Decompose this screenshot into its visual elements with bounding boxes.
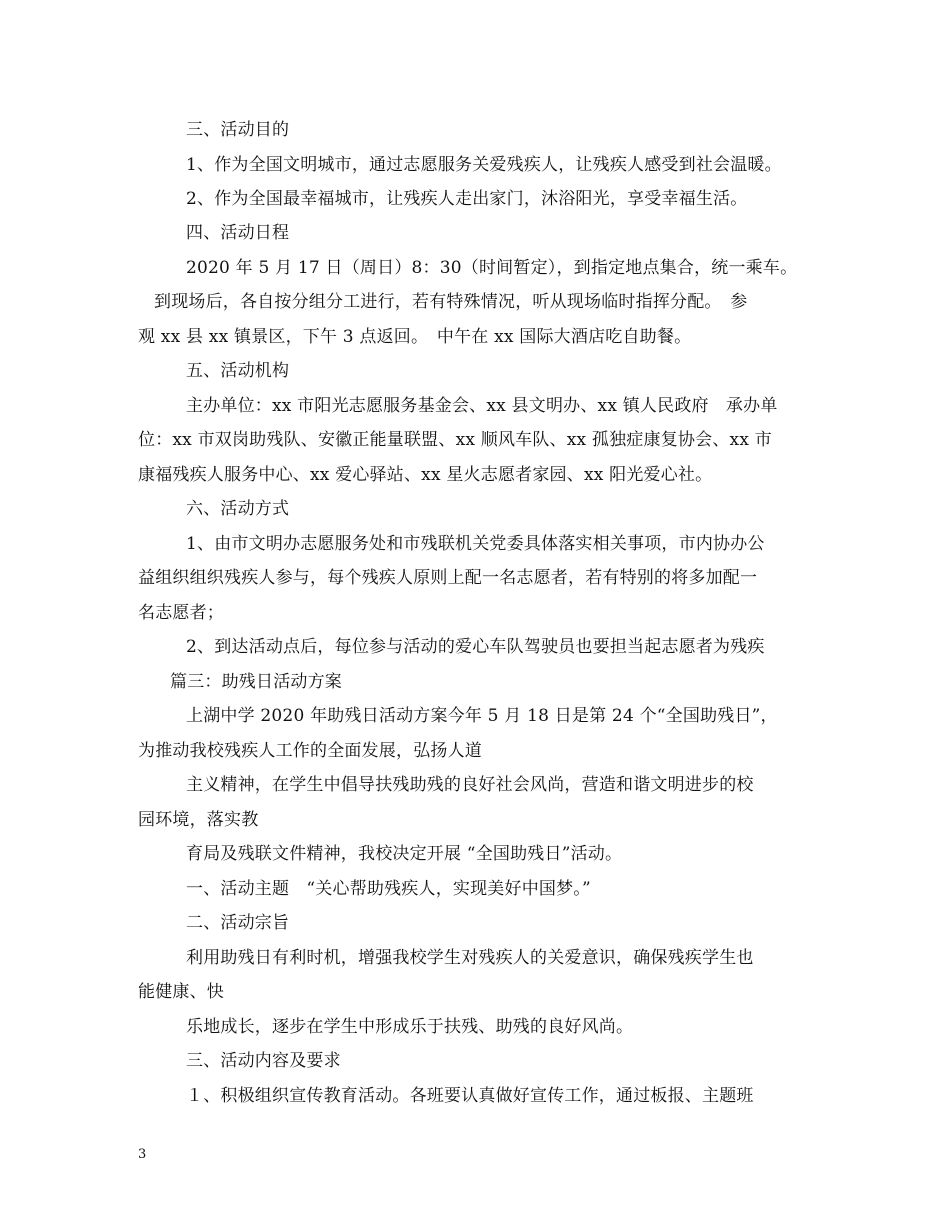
paragraph-line: 乐地成长，逐步在学生中形成乐于扶残、助残的良好风尚。 (186, 1017, 634, 1037)
paragraph-line: １、积极组织宣传教育活动。各班要认真做好宣传工作，通过板报、主题班 (186, 1086, 754, 1106)
paragraph-line: 主义精神，在学生中倡导扶残助残的良好社会风尚，营造和谐文明进步的校 (186, 775, 754, 795)
paragraph-line: 能健康、快 (138, 982, 224, 1002)
heading-activity-content: 三、活动内容及要求 (186, 1051, 341, 1071)
heading-activity-organization: 五、活动机构 (186, 361, 290, 381)
paragraph-line: 育局及残联文件精神，我校决定开展 “全国助残日”活动。 (186, 844, 623, 864)
paragraph-line: 利用助残日有利时机，增强我校学生对残疾人的关爱意识，确保残疾学生也 (186, 948, 754, 968)
heading-activity-purpose: 三、活动目的 (186, 120, 290, 140)
paragraph-line: 到现场后，各自按分组分工进行，若有特殊情况，听从现场临时指挥分配。 参 (154, 292, 748, 312)
paragraph-line: 2020 年 5 月 17 日（周日）8：30（时间暂定），到指定地点集合，统一乘车。 (186, 258, 798, 278)
paragraph-line: 园环境，落实教 (138, 810, 259, 830)
paragraph-line: 上湖中学 2020 年助残日活动方案今年 5 月 18 日是第 24 个“全国助残日”， (186, 706, 778, 726)
paragraph-line: 主办单位：xx 市阳光志愿服务基金会、xx 县文明办、xx 镇人民政府 承办单 (186, 396, 778, 416)
paragraph-line: 康福残疾人服务中心、xx 爱心驿站、xx 星火志愿者家园、xx 阳光爱心社。 (138, 465, 713, 485)
section-title: 篇三：助残日活动方案 (170, 672, 342, 692)
paragraph-line: 位：xx 市双岗助残队、安徽正能量联盟、xx 顺风车队、xx 孤独症康复协会、xx 市 (138, 430, 772, 450)
heading-activity-schedule: 四、活动日程 (186, 223, 290, 243)
paragraph-line: 2、到达活动点后，每位参与活动的爱心车队驾驶员也要担当起志愿者为残疾 (186, 637, 765, 657)
paragraph-line: 名志愿者； (138, 603, 224, 623)
paragraph-line: 观 xx 县 xx 镇景区，下午 3 点返回。 中午在 xx 国际大酒店吃自助餐。 (138, 327, 692, 347)
heading-activity-method: 六、活动方式 (186, 499, 290, 519)
paragraph-line: 2、作为全国最幸福城市，让残疾人走出家门，沐浴阳光，享受幸福生活。 (186, 189, 748, 209)
page-number: 3 (138, 1147, 147, 1162)
paragraph-line: 1、作为全国文明城市，通过志愿服务关爱残疾人，让残疾人感受到社会温暖。 (186, 155, 782, 175)
paragraph-line: 益组织组织残疾人参与，每个残疾人原则上配一名志愿者，若有特别的将多加配一 (138, 568, 758, 588)
paragraph-line: 为推动我校残疾人工作的全面发展，弘扬人道 (138, 741, 482, 761)
heading-activity-aim: 二、活动宗旨 (186, 913, 290, 933)
heading-activity-theme: 一、活动主题 “关心帮助残疾人，实现美好中国梦。” (186, 879, 591, 899)
paragraph-line: 1、由市文明办志愿服务处和市残联机关党委具体落实相关事项，市内协办公 (186, 534, 765, 554)
